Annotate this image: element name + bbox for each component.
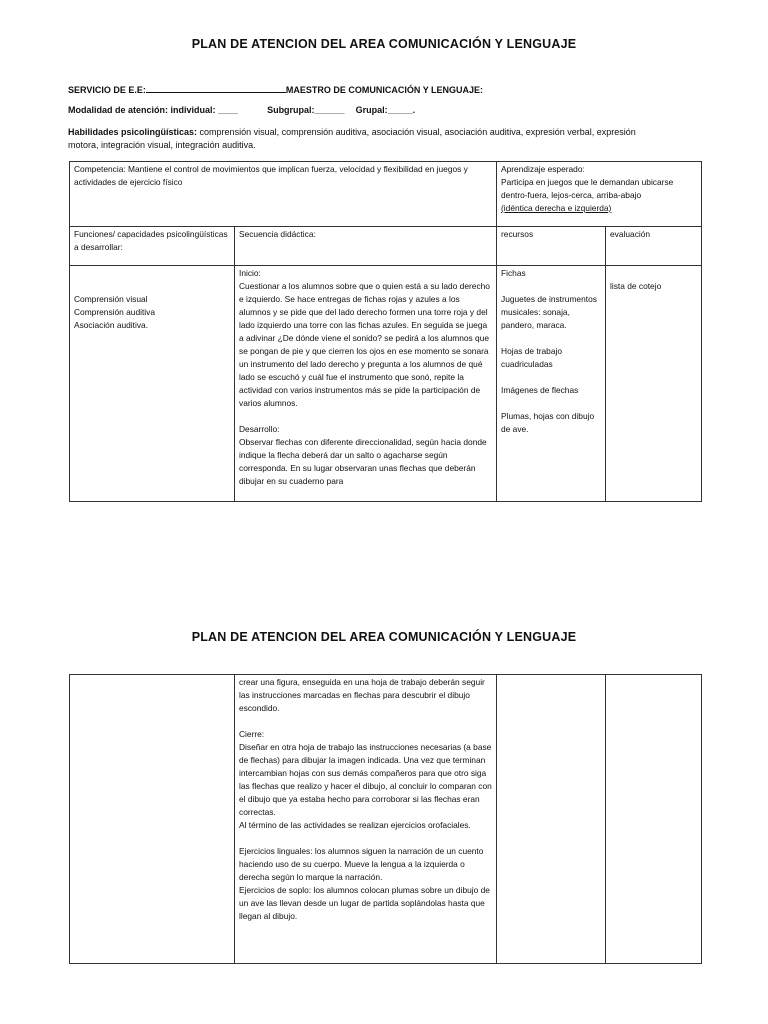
aprendizaje-text: Participa en juegos que le demandan ubicarse dentro-fuera, lejos-cerca, arriba-abajo [501, 177, 674, 200]
recursos-cell-continued [497, 675, 606, 964]
plan-table [69, 161, 702, 502]
aprendizaje-note: (idéntica derecha e izquierda) [501, 203, 612, 213]
recurso-item: Juguetes de instrumentos musicales: sonaja, pandero, maraca. [501, 294, 597, 330]
funciones-cell-continued [70, 675, 235, 964]
header-evaluacion: evaluación [606, 227, 702, 266]
recurso-item: Hojas de trabajo cuadriculadas [501, 346, 563, 369]
secuencia-cell-continued [235, 675, 497, 964]
recursos-cell [497, 266, 606, 502]
cierre-label: Cierre: [239, 729, 265, 739]
desarrollo-text: Observar flechas con diferente direccionalidad, según hacia donde indique la flecha deberá dar un salto o agacharse según corresponda. En su lugar observaran unas flechas que deberán dibujar en su cuaderno para [239, 437, 487, 486]
evaluacion-cell [606, 266, 702, 502]
funcion-item: Comprensión auditiva [74, 307, 156, 317]
habilidades-text: comprensión visual, comprensión auditiva, asociación visual, asociación auditiva, expresión verbal, expresión [197, 127, 636, 137]
recurso-item: Fichas [501, 268, 526, 278]
funciones-cell [70, 266, 235, 502]
grupal-label: Grupal:_____. [355, 105, 416, 115]
aprendizaje-label: Aprendizaje esperado: [501, 164, 585, 174]
recurso-item: Plumas, hojas con dibujo de ave. [501, 411, 595, 434]
competencia-cell: Competencia: Mantiene el control de movimientos que implican fuerza, velocidad y flexibilidad en juegos y actividades de ejercicio físico [70, 162, 497, 227]
habilidades-label: Habilidades psicolingüísticas: [68, 127, 198, 137]
subgrupal-label: Subgrupal:______ [267, 105, 345, 115]
servicio-blank [146, 83, 286, 93]
aprendizaje-cell [497, 162, 702, 227]
header-recursos: recursos [497, 227, 606, 266]
header-funciones: Funciones/ capacidades psicolingüísticas a desarrollar: [70, 227, 235, 266]
funcion-item: Asociación auditiva. [74, 320, 149, 330]
evaluacion-cell-continued [606, 675, 702, 964]
habilidades-text-2: motora, integración visual, integración auditiva. [68, 140, 256, 150]
recurso-item: Imágenes de flechas [501, 385, 579, 395]
modalidad-line [68, 104, 415, 117]
habilidades-block [68, 126, 708, 152]
inicio-label: Inicio: [239, 268, 261, 278]
continuacion-text: crear una figura, enseguida en una hoja de trabajo deberán seguir las instrucciones marcadas en flechas para descubrir el dibujo escondido. [239, 677, 485, 713]
desarrollo-label: Desarrollo: [239, 424, 280, 434]
page-title-2: PLAN DE ATENCION DEL AREA COMUNICACIÓN Y LENGUAJE [191, 630, 577, 644]
maestro-label: MAESTRO DE COMUNICACIÓN Y LENGUAJE: [285, 85, 484, 95]
secuencia-cell [235, 266, 497, 502]
inicio-text: Cuestionar a los alumnos sobre que o quien está a su lado derecho e izquierdo. Se hace entregas de fichas rojas y azules a los alumnos y se pide que del lado derecho formen una torre roja y del lado izquierdo una torre con las fichas azules. En seguida se juega a adivinar ¿De dónde viene el sonido? se pedirá a los alumnos que se pongan de pie y que cierren los ojos en ese momento se sonara un instrumento del lado derecho y pregunta a los alumnos de qué lado se escuchó y cuál fue el instrumento que sonó, repite la actividad con varios instrumentos más se pide la participación de varios alumnos. [239, 281, 490, 408]
soplo-text: Ejercicios de soplo: los alumnos colocan plumas sobre un dibujo de un ave las llevan desde un lugar de partida soplándolas hasta que llegan al dibujo. [239, 885, 490, 921]
servicio-label: SERVICIO DE E.E: [68, 85, 146, 95]
linguales-text: Ejercicios linguales: los alumnos siguen la narración de un cuento haciendo uso de su cuerpo. Mueve la lengua a la izquierda o derecha según lo marque la narración. [239, 846, 484, 882]
page-title: PLAN DE ATENCION DEL AREA COMUNICACIÓN Y LENGUAJE [191, 37, 577, 51]
funcion-item: Comprensión visual [74, 294, 148, 304]
termino-text: Al término de las actividades se realizan ejercicios orofaciales. [239, 820, 471, 830]
cierre-text: Diseñar en otra hoja de trabajo las instrucciones necesarias (a base de flechas) para dibujar la imagen indicada. Una vez que terminan intercambian hojas con sus demás compañeros para que otro siga las flechas que realizo y hacer el dibujo, al concluir lo comparan con el dibujo que ya estaba hecho para corroborar si las flechas eran correctas. [239, 742, 492, 817]
plan-table-continued [69, 674, 702, 964]
evaluacion-item: lista de cotejo [610, 281, 662, 291]
header-secuencia: Secuencia didáctica: [235, 227, 497, 266]
modalidad-label: Modalidad de atención: individual: ____ [68, 105, 239, 115]
servicio-line [68, 83, 483, 97]
